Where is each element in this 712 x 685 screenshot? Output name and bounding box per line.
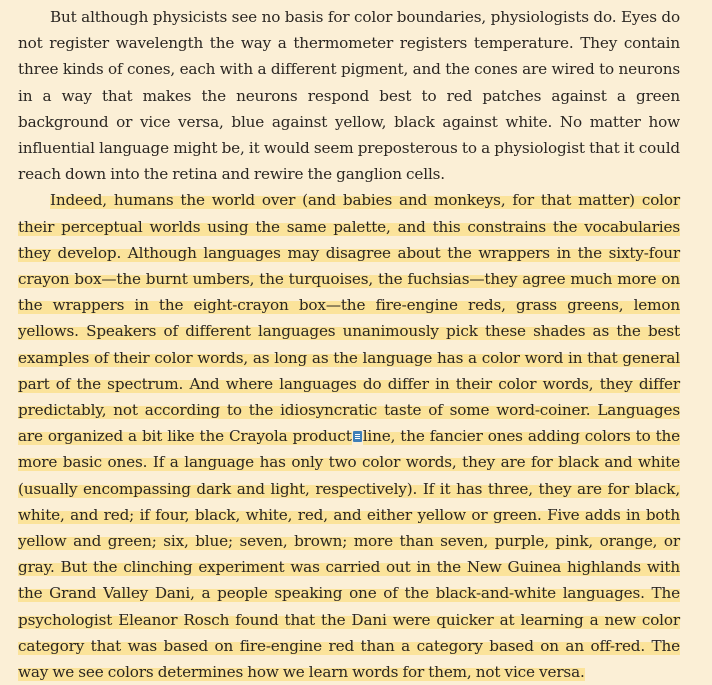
note-icon[interactable] [353,431,362,442]
highlight-after-note[interactable]: line, the fancier ones adding colors to the more basic ones. If a language has only two color words, they are for black and white (usually encompassing dark and light, respectively). If it has three, they are for black, white, and red; if four, black, white, red, and either yellow or green. Five adds in both yellow and green; six, blue; seven, brown; more than seven, purple, pink, orange, or gray. But the clinching experiment was carried out in the New Guinea highlands with the Grand Valley Dani, a people speaking one of the black-and-white languages. The psychologist Eleanor Rosch found that the Dani were quicker at learning a new color category that was based on fire-engine red than a category based on an off-red. The way we see colors determines how we learn words for them, not vice versa. [18,427,680,682]
paragraph-2 [18,187,680,685]
highlight-before-note[interactable]: Indeed, humans the world over (and babies and monkeys, for that matter) color their perceptual worlds using the same palette, and this constrains the vocabularies they develop. Although languages may disagree about the wrappers in the sixty-four crayon box—the burnt umbers, the turquoises, the fuchsias—they agree much more on the wrappers in the eight-crayon box—the fire-engine reds, grass greens, lemon yellows. Speakers of different languages unanimously pick these shades as the best examples of their color words, as long as the language has a color word in that general part of the spectrum. And where languages do differ in their color words, they differ predictably, not according to the idiosyncratic taste of some word-coiner. Languages are organized a bit like the Crayola product [18,191,680,446]
paragraph-1-text[interactable]: But although physicists see no basis for color boundaries, physiologists do. Eyes do not register wavelength the way a thermometer registers temperature. They contain three kinds of cones, each with a different pigment, and the cones are wired to neurons in a way that makes the neurons respond best to red patches against a green background or vice versa, blue against yellow, black against white. No matter how influential language might be, it would seem preposterous to a physiologist that it could reach down into the retina and rewire the ganglion cells. [18,8,680,184]
book-page [18,4,680,685]
paragraph-1 [18,4,680,187]
